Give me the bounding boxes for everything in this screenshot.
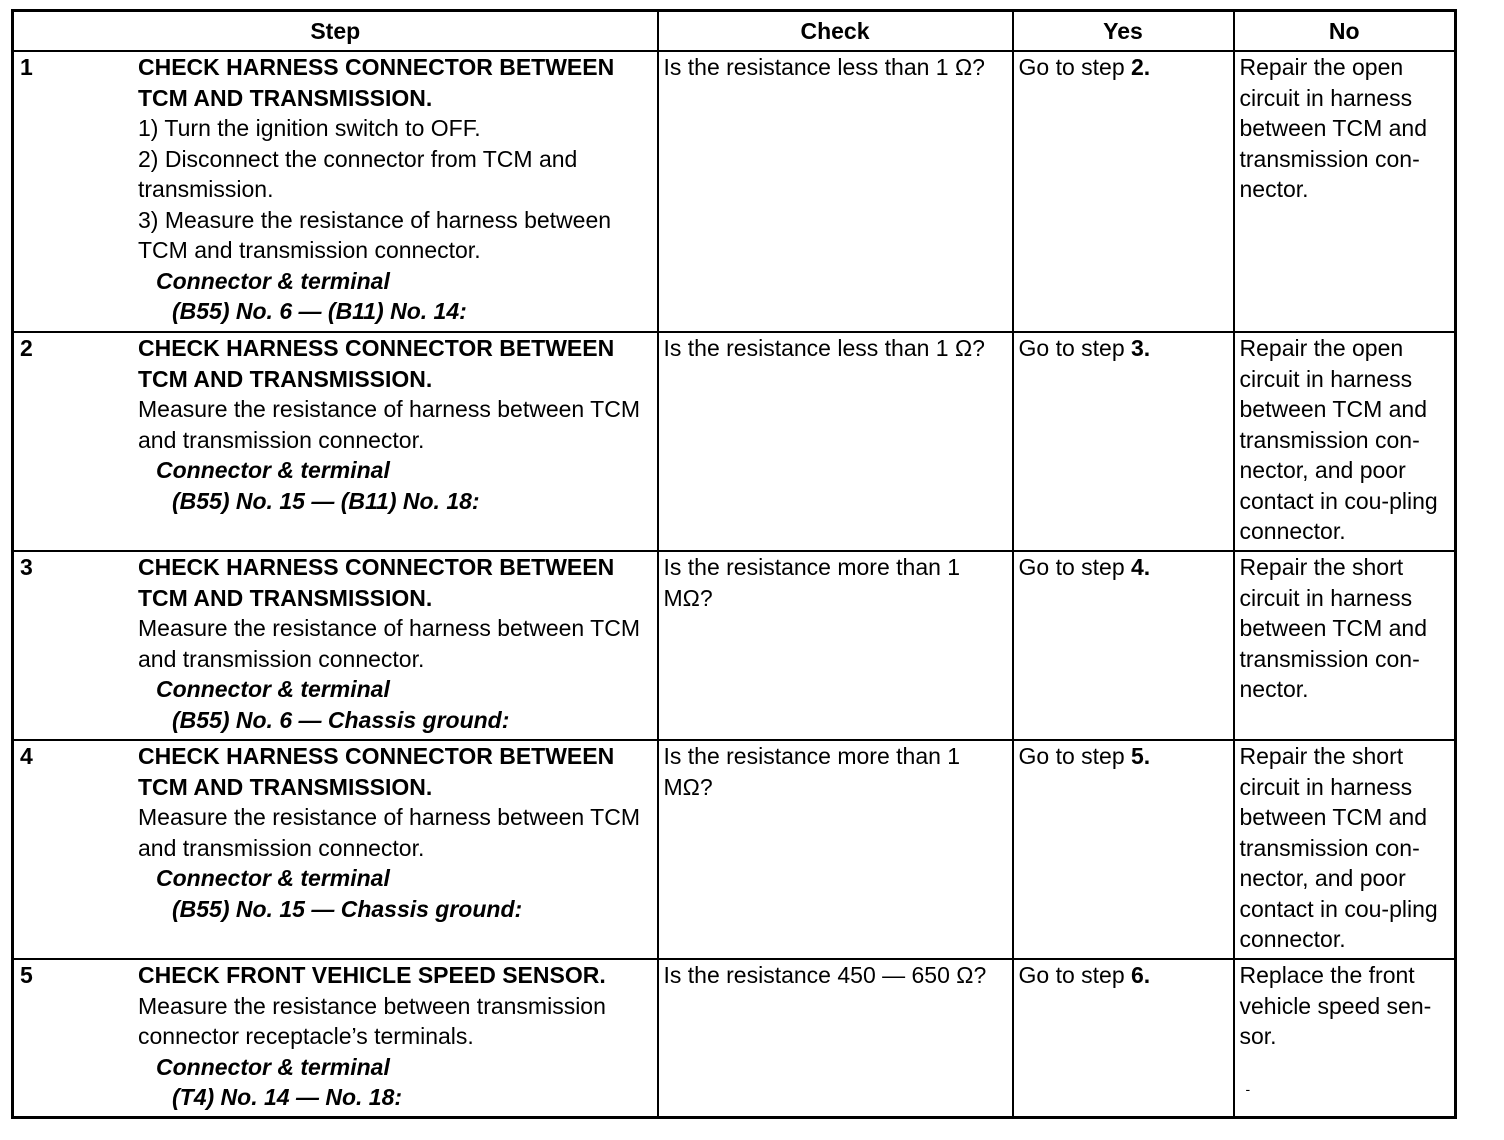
connector-label: Connector & terminal [156, 1053, 390, 1080]
step-title: CHECK HARNESS CONNECTOR BETWEEN TCM AND TRANSMISSION. [138, 554, 615, 611]
connector-label: Connector & terminal [156, 267, 390, 294]
step-instruction: Measure the resistance between transmission connector receptacle’s terminals. [138, 992, 606, 1049]
step-cell [13, 959, 658, 1117]
step-instruction: 3) Measure the resistance of harness between TCM and transmission connector. [138, 206, 612, 263]
table-row [13, 332, 1456, 551]
yes-cell [1013, 959, 1234, 1117]
step-number: 2 [20, 335, 33, 361]
header-no: No [1234, 11, 1456, 52]
header-check: Check [658, 11, 1013, 52]
no-text: Replace the front vehicle speed sen-sor. [1239, 962, 1432, 1049]
check-cell: Is the resistance less than 1 Ω? [658, 332, 1013, 551]
step-title: CHECK FRONT VEHICLE SPEED SENSOR. [138, 962, 606, 988]
check-cell: Is the resistance more than 1 MΩ? [658, 551, 1013, 740]
table-row [13, 551, 1456, 740]
yes-step-link: 4. [1131, 554, 1151, 580]
table-row [13, 959, 1456, 1117]
step-number: 4 [20, 743, 33, 769]
yes-step-link: 3. [1131, 335, 1151, 361]
no-cell: Repair the short circuit in harness between TCM and transmission con-nector. [1234, 551, 1456, 740]
connector-label: Connector & terminal [156, 865, 390, 891]
connector-spec: (B55) No. 15 — Chassis ground: [172, 895, 523, 922]
step-title: CHECK HARNESS CONNECTOR BETWEEN TCM AND TRANSMISSION. [138, 54, 615, 111]
yes-cell [1013, 332, 1234, 551]
check-cell: Is the resistance less than 1 Ω? [658, 51, 1013, 332]
step-instruction: 2) Disconnect the connector from TCM and transmission. [138, 145, 578, 202]
step-cell [13, 551, 658, 740]
table-row [13, 740, 1456, 959]
yes-prefix: Go to step [1018, 54, 1125, 80]
step-instruction: Measure the resistance of harness between TCM and transmission connector. [138, 804, 640, 861]
yes-prefix: Go to step [1018, 962, 1125, 988]
connector-spec: (B55) No. 6 — Chassis ground: [172, 706, 510, 733]
step-cell [13, 740, 658, 959]
connector-spec: (B55) No. 15 — (B11) No. 18: [172, 487, 480, 514]
yes-cell [1013, 551, 1234, 740]
header-row [13, 11, 1456, 52]
header-yes: Yes [1013, 11, 1234, 52]
step-number: 1 [20, 54, 33, 80]
yes-prefix: Go to step [1018, 743, 1125, 769]
connector-spec: (B55) No. 6 — (B11) No. 14: [172, 298, 467, 324]
step-instruction: Measure the resistance of harness between TCM and transmission connector. [138, 615, 640, 672]
step-instruction: Measure the resistance of harness between TCM and transmission connector. [138, 396, 640, 453]
stray-mark: - [1245, 1080, 1251, 1097]
yes-prefix: Go to step [1018, 554, 1125, 580]
yes-prefix: Go to step [1018, 335, 1125, 361]
step-cell [13, 332, 658, 551]
table-row [13, 51, 1456, 332]
step-title: CHECK HARNESS CONNECTOR BETWEEN TCM AND TRANSMISSION. [138, 335, 615, 392]
diagnostic-table [11, 9, 1457, 1119]
connector-label: Connector & terminal [156, 676, 390, 702]
yes-step-link: 2. [1131, 54, 1151, 80]
no-cell: Repair the short circuit in harness between TCM and transmission con-nector, and poor contact in cou-pling connector. [1234, 740, 1456, 959]
connector-spec: (T4) No. 14 — No. 18: [172, 1084, 403, 1110]
step-title: CHECK HARNESS CONNECTOR BETWEEN TCM AND TRANSMISSION. [138, 743, 615, 800]
header-step: Step [13, 11, 658, 52]
connector-label: Connector & terminal [156, 457, 390, 483]
yes-step-link: 5. [1131, 743, 1151, 769]
yes-cell [1013, 51, 1234, 332]
no-cell: Repair the open circuit in harness between TCM and transmission con-nector. [1234, 51, 1456, 332]
check-cell: Is the resistance more than 1 MΩ? [658, 740, 1013, 959]
yes-step-link: 6. [1131, 962, 1151, 988]
check-cell: Is the resistance 450 — 650 Ω? [658, 959, 1013, 1117]
no-cell [1234, 959, 1456, 1117]
no-cell: Repair the open circuit in harness between TCM and transmission con-nector, and poor contact in cou-pling connector. [1234, 332, 1456, 551]
step-cell [13, 51, 658, 332]
yes-cell [1013, 740, 1234, 959]
step-instruction: 1) Turn the ignition switch to OFF. [138, 115, 481, 141]
step-number: 5 [20, 962, 33, 988]
step-number: 3 [20, 554, 33, 580]
